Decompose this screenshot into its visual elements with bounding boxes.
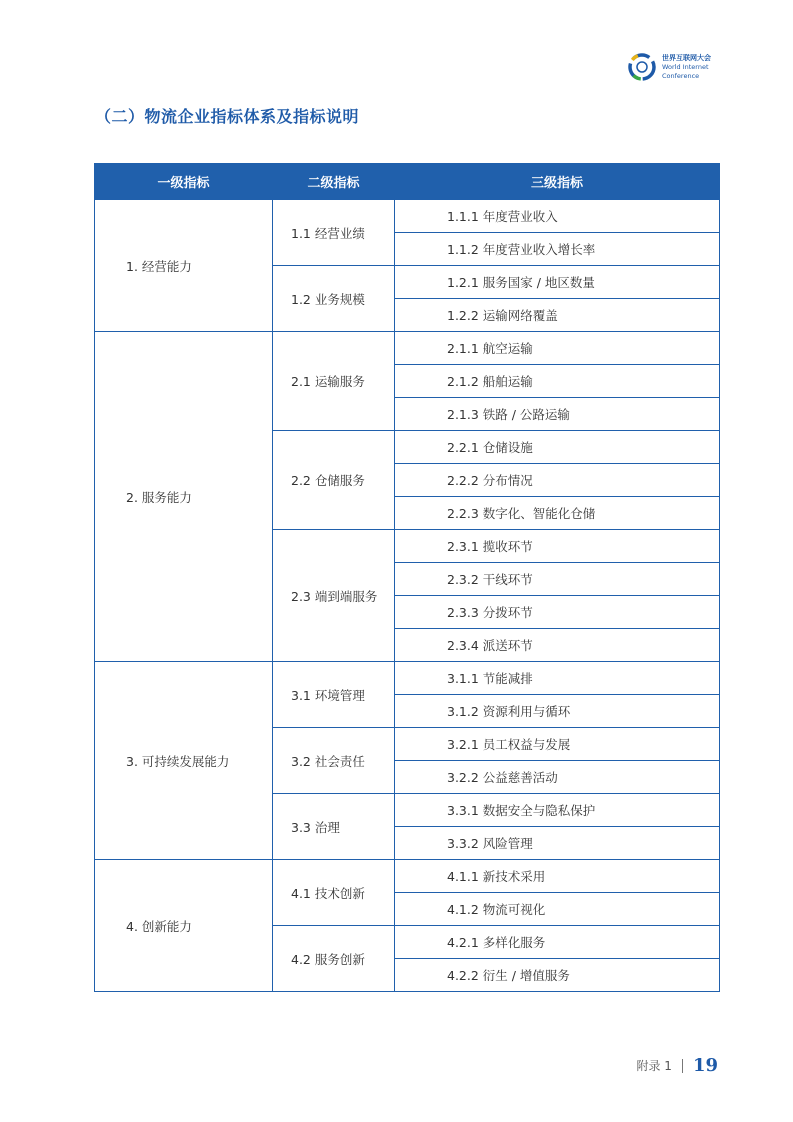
- level3-cell: 2.1.2 船舶运输: [395, 365, 720, 398]
- level3-cell: 1.2.2 运输网络覆盖: [395, 299, 720, 332]
- table-row: [95, 662, 720, 695]
- level3-cell: 4.2.1 多样化服务: [395, 926, 720, 959]
- level3-cell: 4.1.2 物流可视化: [395, 893, 720, 926]
- level3-cell: 3.2.1 员工权益与发展: [395, 728, 720, 761]
- logo-en-name-line2: Conference: [662, 71, 700, 80]
- appendix-label: 附录 1: [636, 1059, 672, 1073]
- level3-cell: 4.1.1 新技术采用: [395, 860, 720, 893]
- level2-cell: 3.1 环境管理: [273, 662, 395, 728]
- indicator-table: [94, 163, 720, 992]
- table-header-row: [95, 164, 720, 200]
- conference-logo: [626, 47, 736, 87]
- section-title: （二）物流企业指标体系及指标说明: [95, 107, 360, 126]
- level3-cell: 4.2.2 衍生 / 增值服务: [395, 959, 720, 992]
- level2-cell: 2.2 仓储服务: [273, 431, 395, 530]
- level3-cell: 3.1.1 节能减排: [395, 662, 720, 695]
- level2-cell: 2.1 运输服务: [273, 332, 395, 431]
- page-number: 19: [692, 1055, 718, 1076]
- level3-cell: 2.2.3 数字化、智能化仓储: [395, 497, 720, 530]
- level2-cell: 4.1 技术创新: [273, 860, 395, 926]
- header-level1: 一级指标: [95, 164, 273, 200]
- logo-cn-name: 世界互联网大会: [662, 53, 711, 62]
- conference-emblem-icon: [626, 51, 658, 83]
- page-footer: [636, 1055, 718, 1076]
- level3-cell: 2.3.3 分拨环节: [395, 596, 720, 629]
- level2-cell: 1.2 业务规模: [273, 266, 395, 332]
- level3-cell: 2.3.2 干线环节: [395, 563, 720, 596]
- level2-cell: 3.3 治理: [273, 794, 395, 860]
- level3-cell: 2.2.2 分布情况: [395, 464, 720, 497]
- level2-cell: 2.3 端到端服务: [273, 530, 395, 662]
- level3-cell: 1.1.1 年度营业收入: [395, 200, 720, 233]
- level3-cell: 2.3.1 揽收环节: [395, 530, 720, 563]
- footer-divider: [682, 1059, 683, 1073]
- level3-cell: 3.3.1 数据安全与隐私保护: [395, 794, 720, 827]
- level3-cell: 2.1.1 航空运输: [395, 332, 720, 365]
- table-row: [95, 200, 720, 233]
- level1-cell: 3. 可持续发展能力: [95, 662, 273, 860]
- table-row: [95, 860, 720, 893]
- level3-cell: 1.1.2 年度营业收入增长率: [395, 233, 720, 266]
- header-level3: 三级指标: [395, 164, 720, 200]
- level3-cell: 2.2.1 仓储设施: [395, 431, 720, 464]
- level2-cell: 4.2 服务创新: [273, 926, 395, 992]
- header-level2: 二级指标: [273, 164, 395, 200]
- level3-cell: 3.2.2 公益慈善活动: [395, 761, 720, 794]
- level1-cell: 1. 经营能力: [95, 200, 273, 332]
- level1-cell: 4. 创新能力: [95, 860, 273, 992]
- logo-en-name-line1: World Internet: [662, 62, 709, 71]
- level3-cell: 2.3.4 派送环节: [395, 629, 720, 662]
- table-row: [95, 332, 720, 365]
- level3-cell: 3.1.2 资源利用与循环: [395, 695, 720, 728]
- level2-cell: 3.2 社会责任: [273, 728, 395, 794]
- level1-cell: 2. 服务能力: [95, 332, 273, 662]
- level3-cell: 3.3.2 风险管理: [395, 827, 720, 860]
- level3-cell: 2.1.3 铁路 / 公路运输: [395, 398, 720, 431]
- level2-cell: 1.1 经营业绩: [273, 200, 395, 266]
- level3-cell: 1.2.1 服务国家 / 地区数量: [395, 266, 720, 299]
